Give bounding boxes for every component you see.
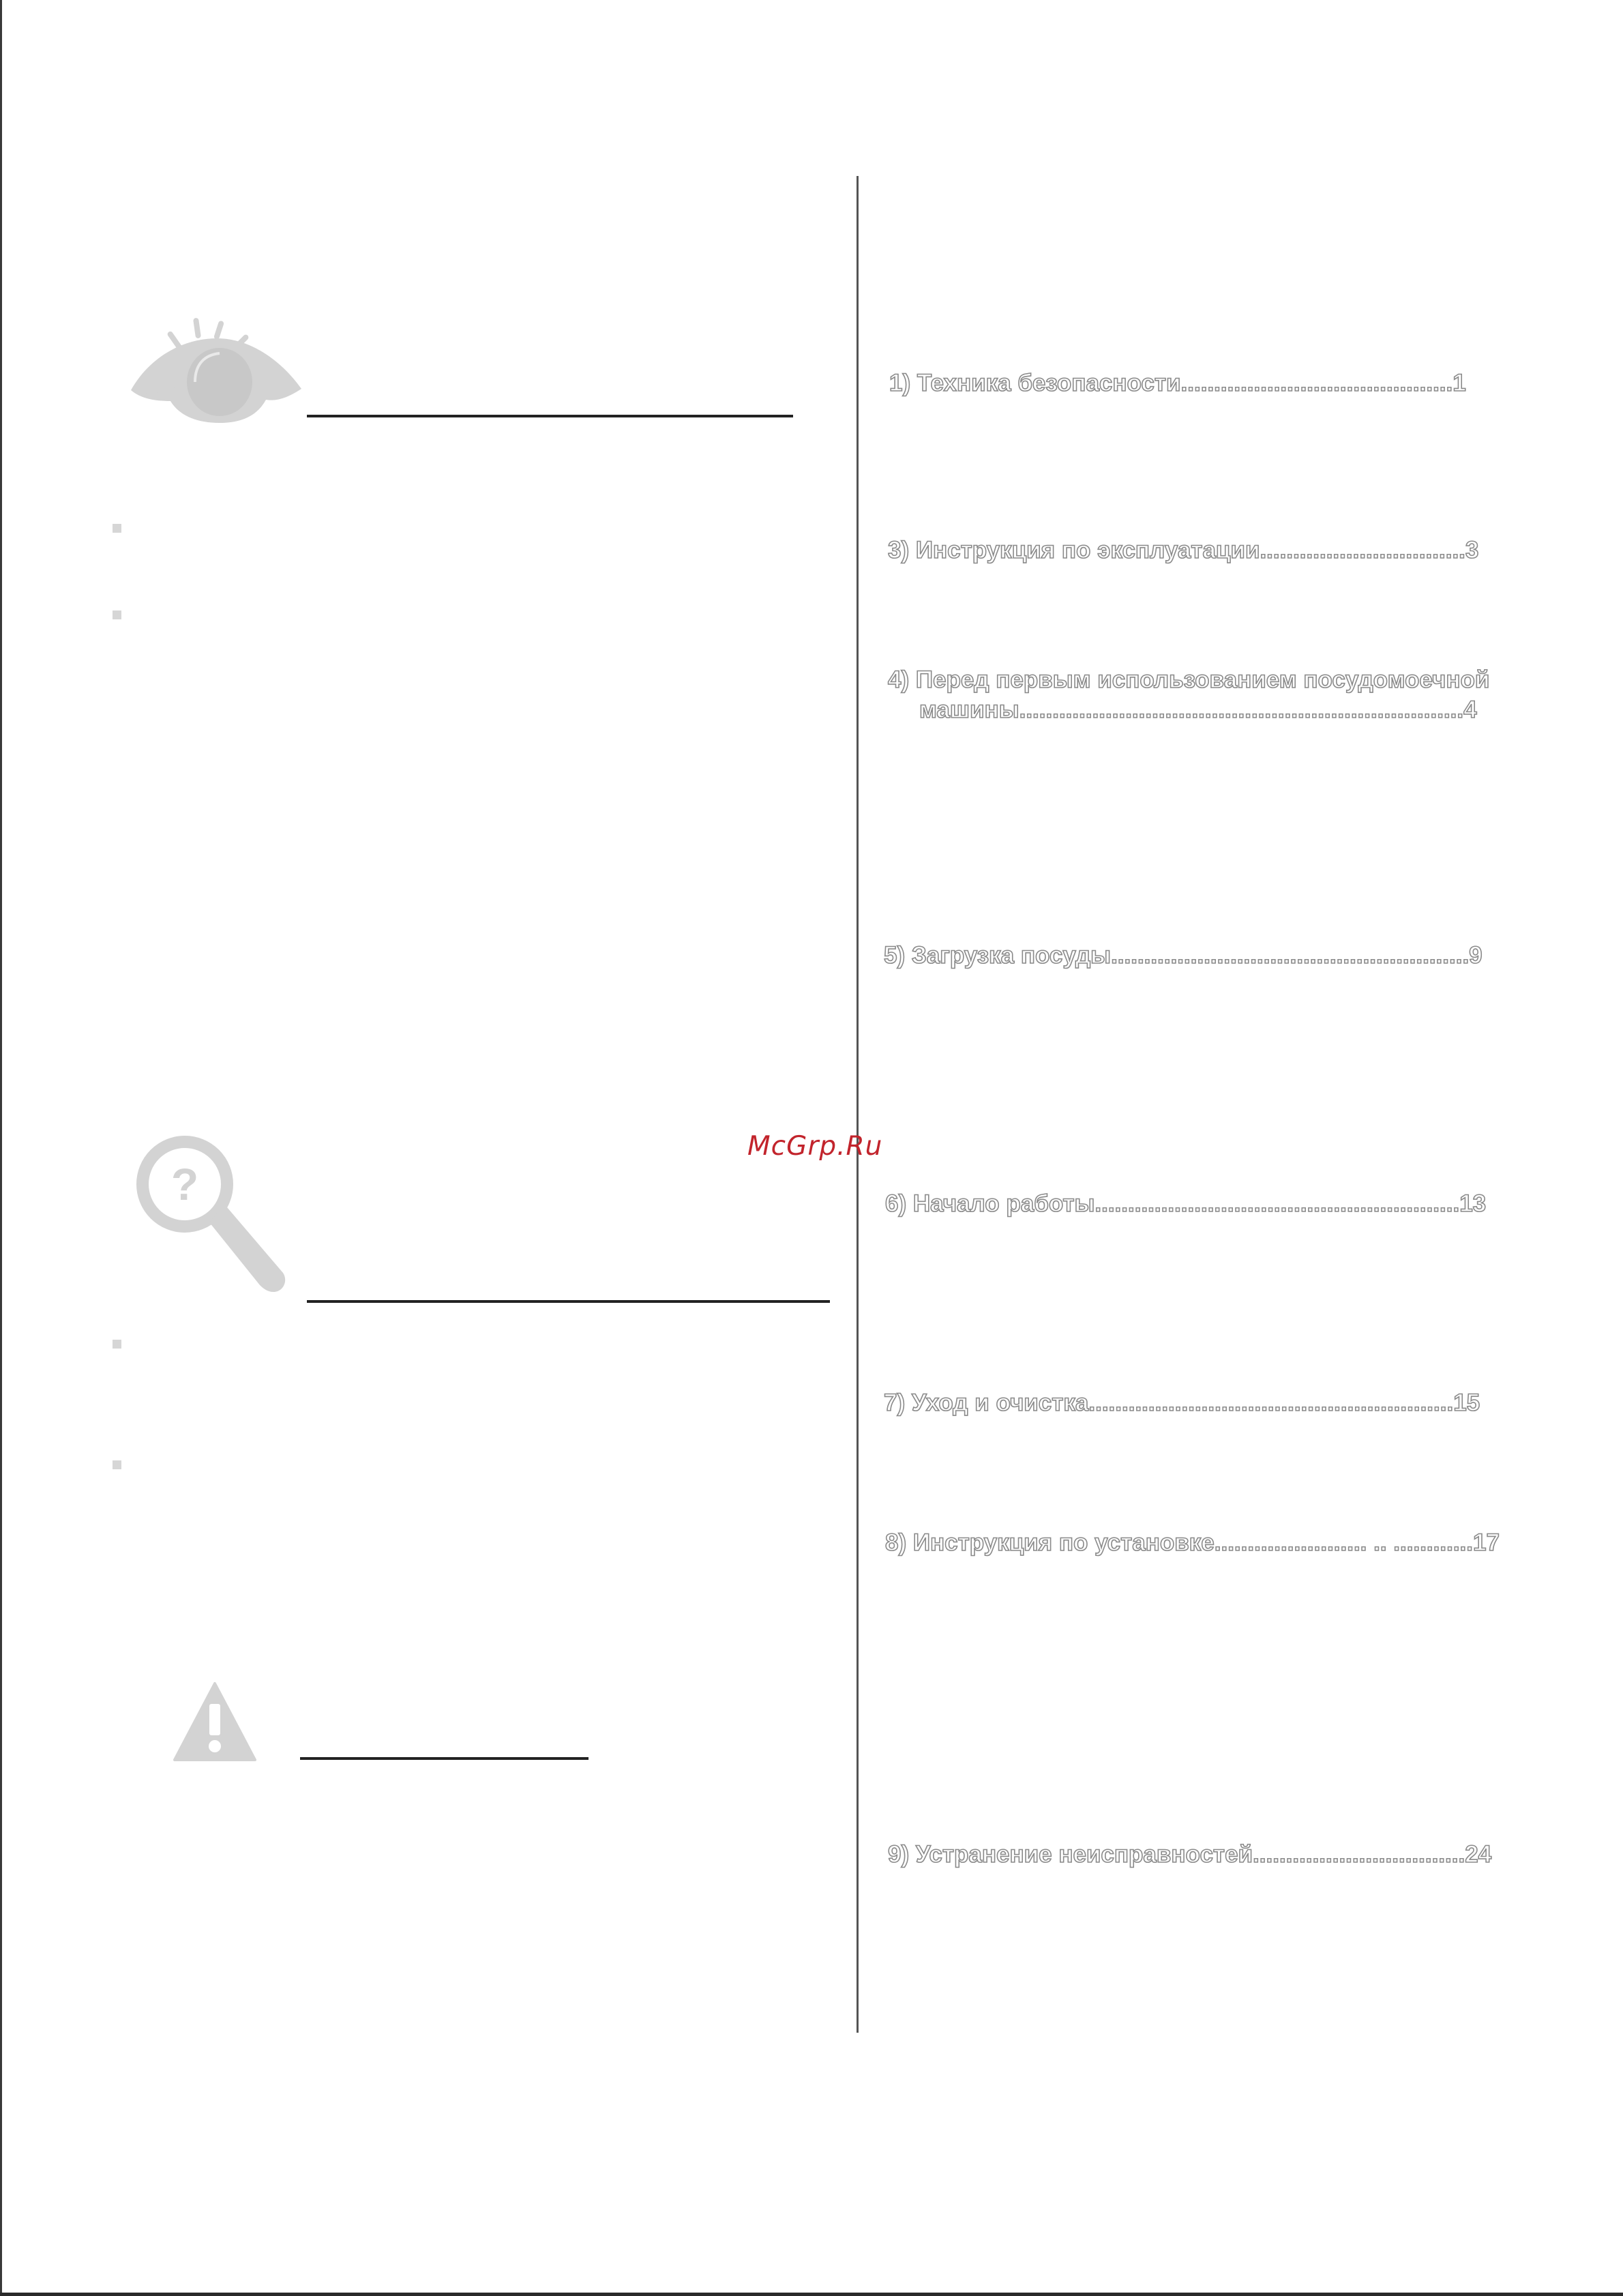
toc-item-safety: 1) Техника безопасности.........................................1 [889,370,1466,396]
toc-item-troubleshooting: 9) Устранение неисправностей................................24 [888,1841,1492,1868]
list-bullet [113,1460,121,1469]
toc-item-first-use-cont: машины...................................................................4 [919,696,1477,723]
toc-item-installation: 8) Инструкция по установке....................... .. ............17 [885,1529,1500,1556]
section-underline [300,1757,589,1760]
eye-icon [130,315,307,426]
section-underline [307,1300,830,1303]
svg-text:?: ? [170,1159,199,1209]
column-divider [857,176,859,2033]
section-underline [307,415,793,417]
list-bullet [113,1340,121,1349]
toc-item-loading: 5) Загрузка посуды......................................................9 [884,942,1483,969]
toc-item-operation: 3) Инструкция по эксплуатации...............................3 [888,537,1479,563]
watermark: McGrp.Ru [747,1131,883,1162]
page-bottom-edge [0,2293,1623,2296]
warning-triangle-icon [173,1681,256,1763]
list-bullet [113,524,121,533]
page-left-edge [0,0,2,2296]
toc-item-start: 6) Начало работы.......................................................13 [885,1190,1487,1217]
magnifier-question-icon [133,1131,290,1301]
list-bullet [113,610,121,619]
toc-item-first-use: 4) Перед первым использованием посудомоечной [888,666,1490,693]
toc-item-care: 7) Уход и очистка.......................................................15 [884,1389,1480,1416]
